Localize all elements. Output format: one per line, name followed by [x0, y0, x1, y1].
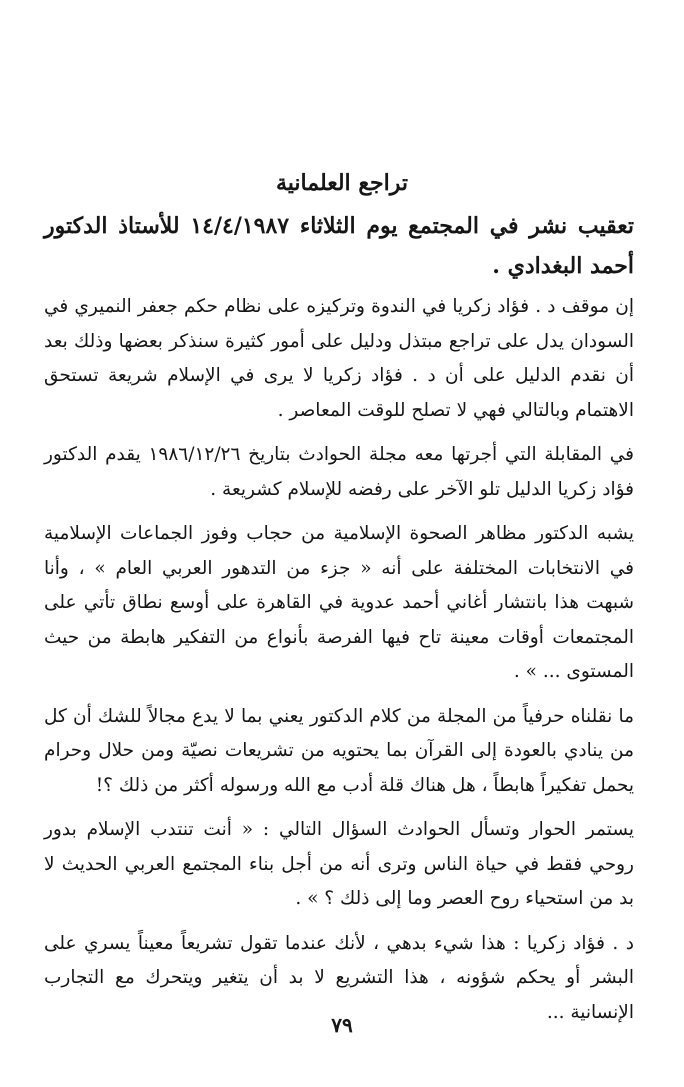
paragraph: يشبه الدكتور مظاهر الصحوة الإسلامية من حجاب وفوز الجماعات الإسلامية في الانتخابات المختلفة على أنه « جزء من التدهور العربي العام » ، وأنا شبهت هذا بانتشار أغاني أحمد عدوية في القاهرة على أوسع نطاق تأتي على المجتمعات أوقات معينة تاح فيها الفرصة بأنواع من التفكير هابطة من حيث المستوى ... » .	[44, 523, 634, 682]
page-number: ٧٩	[331, 1013, 353, 1037]
paragraph: د . فؤاد زكريا : هذا شيء بدهي ، لأنك عندما تقول تشريعاً معيناً يسري على البشر أو يحكم شؤونه ، هذا التشريع لا بد أن يتغير ويتحرك مع التجارب الإنسانية ...	[44, 932, 634, 1023]
body-text	[44, 290, 634, 1040]
paragraph: ما نقلناه حرفياً من المجلة من كلام الدكتور يعني بما لا يدع مجالاً للشك أن كل من ينادي بالعودة إلى القرآن بما يحتويه من تشريعات نصيّة ومن حلال وحرام يحمل تفكيراً هابطاً ، هل هناك قلة أدب مع الله ورسوله أكثر من ذلك ؟!	[44, 705, 634, 796]
paragraph: في المقابلة التي أجرتها معه مجلة الحوادث بتاريخ ١٩٨٦/١٢/٢٦ يقدم الدكتور فؤاد زكريا الدليل تلو الآخر على رفضه للإسلام كشريعة .	[44, 444, 635, 500]
chapter-title: تراجع العلمانية	[275, 170, 409, 196]
paragraph: إن موقف د . فؤاد زكريا في الندوة وتركيزه على نظام حكم جعفر النميري في السودان يدل على تراجع مبتذل ودليل على أمور كثيرة سنذكر بعضها وذلك بعد أن نقدم الدليل على أن د . فؤاد زكريا لا يرى في الإسلام شريعة تستحق الاهتمام وبالتالي فهي لا تصلح للوقت المعاصر .	[44, 296, 634, 421]
chapter-subtitle: تعقيب نشر في المجتمع يوم الثلاثاء ١٤/٤/١٩٨٧ للأستاذ الدكتور أحمد البغدادي .	[44, 213, 635, 279]
paragraph: يستمر الحوار وتسأل الحوادث السؤال التالي : « أنت تنتدب الإسلام بدور روحي فقط في حياة الناس وترى أنه من أجل بناء المجتمع العربي الحديث لا بد من استحياء روح العصر وما إلى ذلك ؟ » .	[44, 819, 634, 909]
